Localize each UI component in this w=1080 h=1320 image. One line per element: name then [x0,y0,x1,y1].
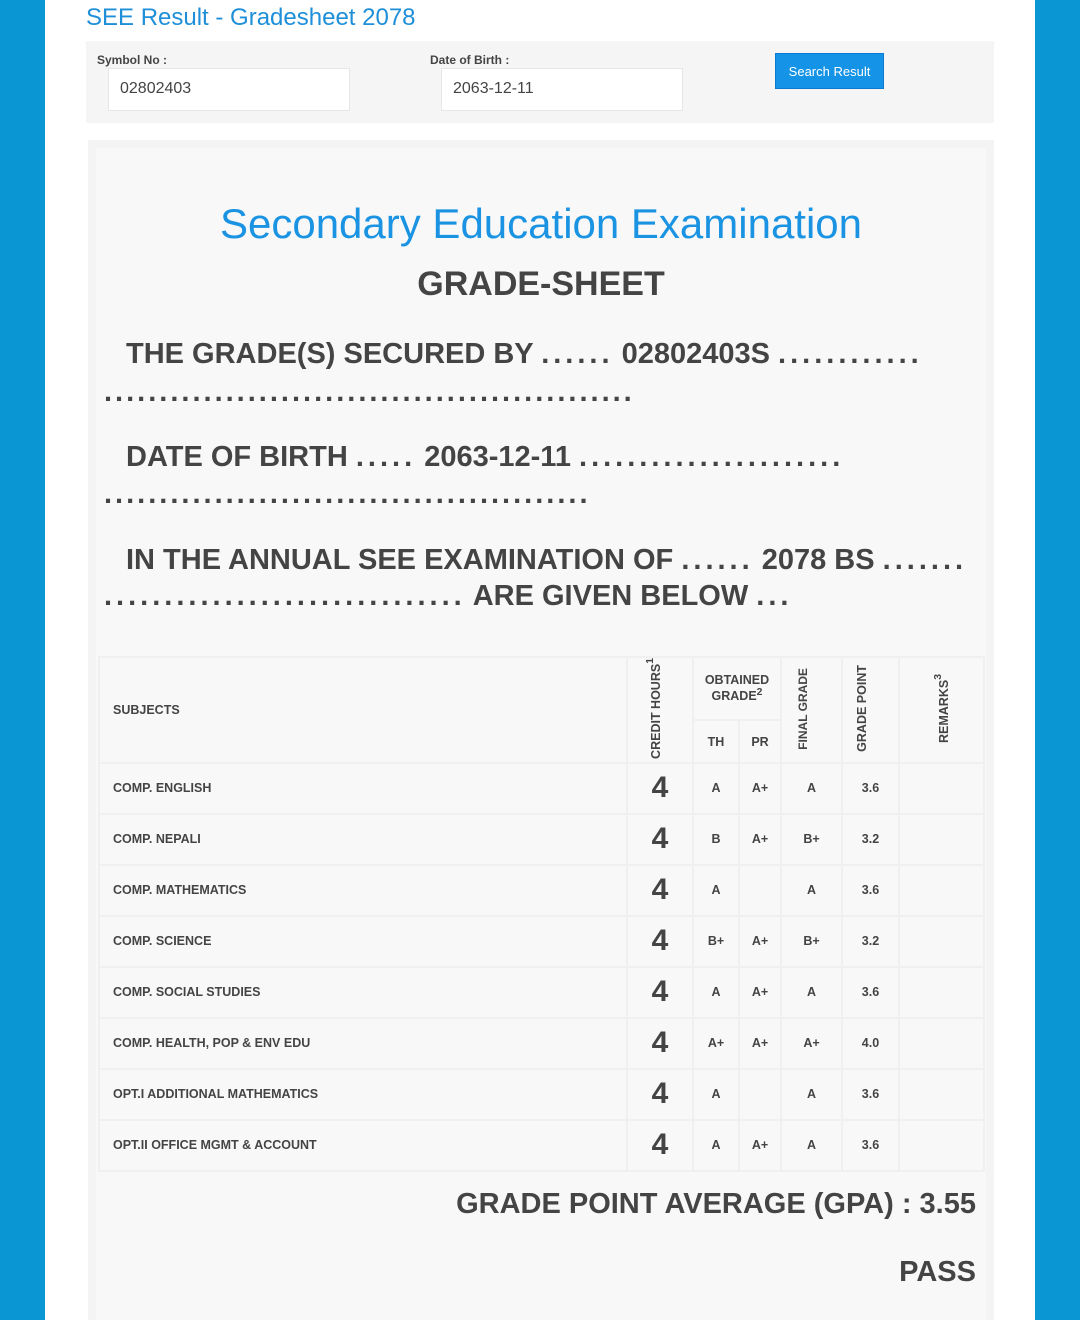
header-credit-hours: CREDIT HOURS$^1$ [627,657,693,763]
header-remarks: REMARKS$^3$ [899,657,984,763]
pr-grade-cell: A+ [739,814,781,865]
search-form [86,41,994,123]
header-obtained-grade: OBTAINED GRADE$^2$ [693,657,781,720]
page-title: SEE Result - Gradesheet 2078 [86,4,416,31]
dots: ...... [681,544,754,576]
grade-point-cell: 3.2 [842,916,899,967]
th-grade-cell: B+ [693,916,739,967]
grade-point-cell: 3.6 [842,967,899,1018]
symbol-input[interactable]: 02802403 [108,68,350,111]
pr-grade-cell: A+ [739,763,781,814]
grade-point-cell: 3.6 [842,1069,899,1120]
th-grade-cell: A [693,1120,739,1171]
final-grade-cell: A [781,865,842,916]
result-status: PASS [899,1256,976,1288]
exam-title: Secondary Education Examination [219,200,863,247]
table-row [99,916,984,967]
subject-cell: COMP. SOCIAL STUDIES [99,967,627,1018]
remarks-cell [899,916,984,967]
table-row [99,1069,984,1120]
th-grade-cell: A [693,1069,739,1120]
dots: ... [756,580,793,612]
dob-input[interactable]: 2063-12-11 [441,68,683,111]
subject-cell: COMP. NEPALI [99,814,627,865]
dots: .............................. [104,580,466,612]
dots: ................................................ [104,376,635,408]
credit-cell: 4 [627,1120,693,1171]
pr-grade-cell: A+ [739,1120,781,1171]
remarks-cell [899,1018,984,1069]
subject-cell: COMP. ENGLISH [99,763,627,814]
th-grade-cell: B [693,814,739,865]
pr-grade-cell: A+ [739,916,781,967]
final-grade-cell: A [781,967,842,1018]
remarks-cell [899,865,984,916]
dots: ............ [778,338,923,370]
final-grade-cell: A [781,1120,842,1171]
credit-cell: 4 [627,967,693,1018]
dots: ............................................ [104,478,591,510]
th-grade-cell: A+ [693,1018,739,1069]
table-row [99,814,984,865]
gradesheet-card [88,140,994,1320]
remarks-cell [899,1120,984,1171]
pr-grade-cell: A+ [739,1018,781,1069]
dots: ...................... [579,441,845,473]
subject-cell: COMP. SCIENCE [99,916,627,967]
header-th: TH [693,720,739,763]
credit-cell: 4 [627,916,693,967]
remarks-cell [899,1069,984,1120]
credit-cell: 4 [627,763,693,814]
dots: ..... [355,441,417,473]
credit-cell: 4 [627,1018,693,1069]
dots: ...... [541,338,614,370]
dots: ....... [882,544,968,576]
search-result-button[interactable]: Search Result [775,53,884,89]
th-grade-cell: A [693,865,739,916]
credit-cell: 4 [627,814,693,865]
grade-point-cell: 3.6 [842,763,899,814]
remarks-cell [899,814,984,865]
final-grade-cell: A+ [781,1018,842,1069]
table-row [99,1120,984,1171]
grade-table [98,656,985,1172]
pr-grade-cell [739,865,781,916]
th-grade-cell: A [693,763,739,814]
subject-cell: COMP. HEALTH, POP & ENV EDU [99,1018,627,1069]
header-pr: PR [739,720,781,763]
remarks-cell [899,967,984,1018]
subject-cell: OPT.I ADDITIONAL MATHEMATICS [99,1069,627,1120]
grade-point-cell: 3.6 [842,865,899,916]
table-row [99,865,984,916]
dob-value: 2063-12-11 [424,441,571,473]
pr-grade-cell [739,1069,781,1120]
header-final-grade: FINAL GRADE [781,657,842,763]
final-grade-cell: B+ [781,814,842,865]
sheet-title: GRADE-SHEET [417,265,665,303]
given-below-line: .............................. ARE GIVEN BELOW ... [104,580,793,612]
page [45,0,1035,1320]
exam-line: IN THE ANNUAL SEE EXAMINATION OF ...... 2078 BS ....... [126,544,968,576]
table-row [99,763,984,814]
header-subjects: SUBJECTS [99,657,627,763]
table-row [99,1018,984,1069]
dob-line: DATE OF BIRTH ..... 2063-12-11 ...................... [126,441,845,473]
final-grade-cell: B+ [781,916,842,967]
grade-point-cell: 4.0 [842,1018,899,1069]
th-grade-cell: A [693,967,739,1018]
gpa-value: 3.55 [919,1188,976,1220]
header-grade-point: GRADE POINT [842,657,899,763]
gpa: GRADE POINT AVERAGE (GPA) : 3.55 [456,1188,976,1220]
credit-cell: 4 [627,865,693,916]
exam-year: 2078 BS [761,544,875,576]
pr-grade-cell: A+ [739,967,781,1018]
secured-by-value: 02802403S [621,338,770,370]
grade-point-cell: 3.2 [842,814,899,865]
dob-label: Date of Birth : [430,53,510,67]
final-grade-cell: A [781,763,842,814]
subject-cell: COMP. MATHEMATICS [99,865,627,916]
table-row [99,967,984,1018]
final-grade-cell: A [781,1069,842,1120]
remarks-cell [899,763,984,814]
secured-by-line: THE GRADE(S) SECURED BY ...... 02802403S ............ [126,338,923,370]
grade-point-cell: 3.6 [842,1120,899,1171]
symbol-label: Symbol No : [97,53,168,67]
credit-cell: 4 [627,1069,693,1120]
subject-cell: OPT.II OFFICE MGMT & ACCOUNT [99,1120,627,1171]
